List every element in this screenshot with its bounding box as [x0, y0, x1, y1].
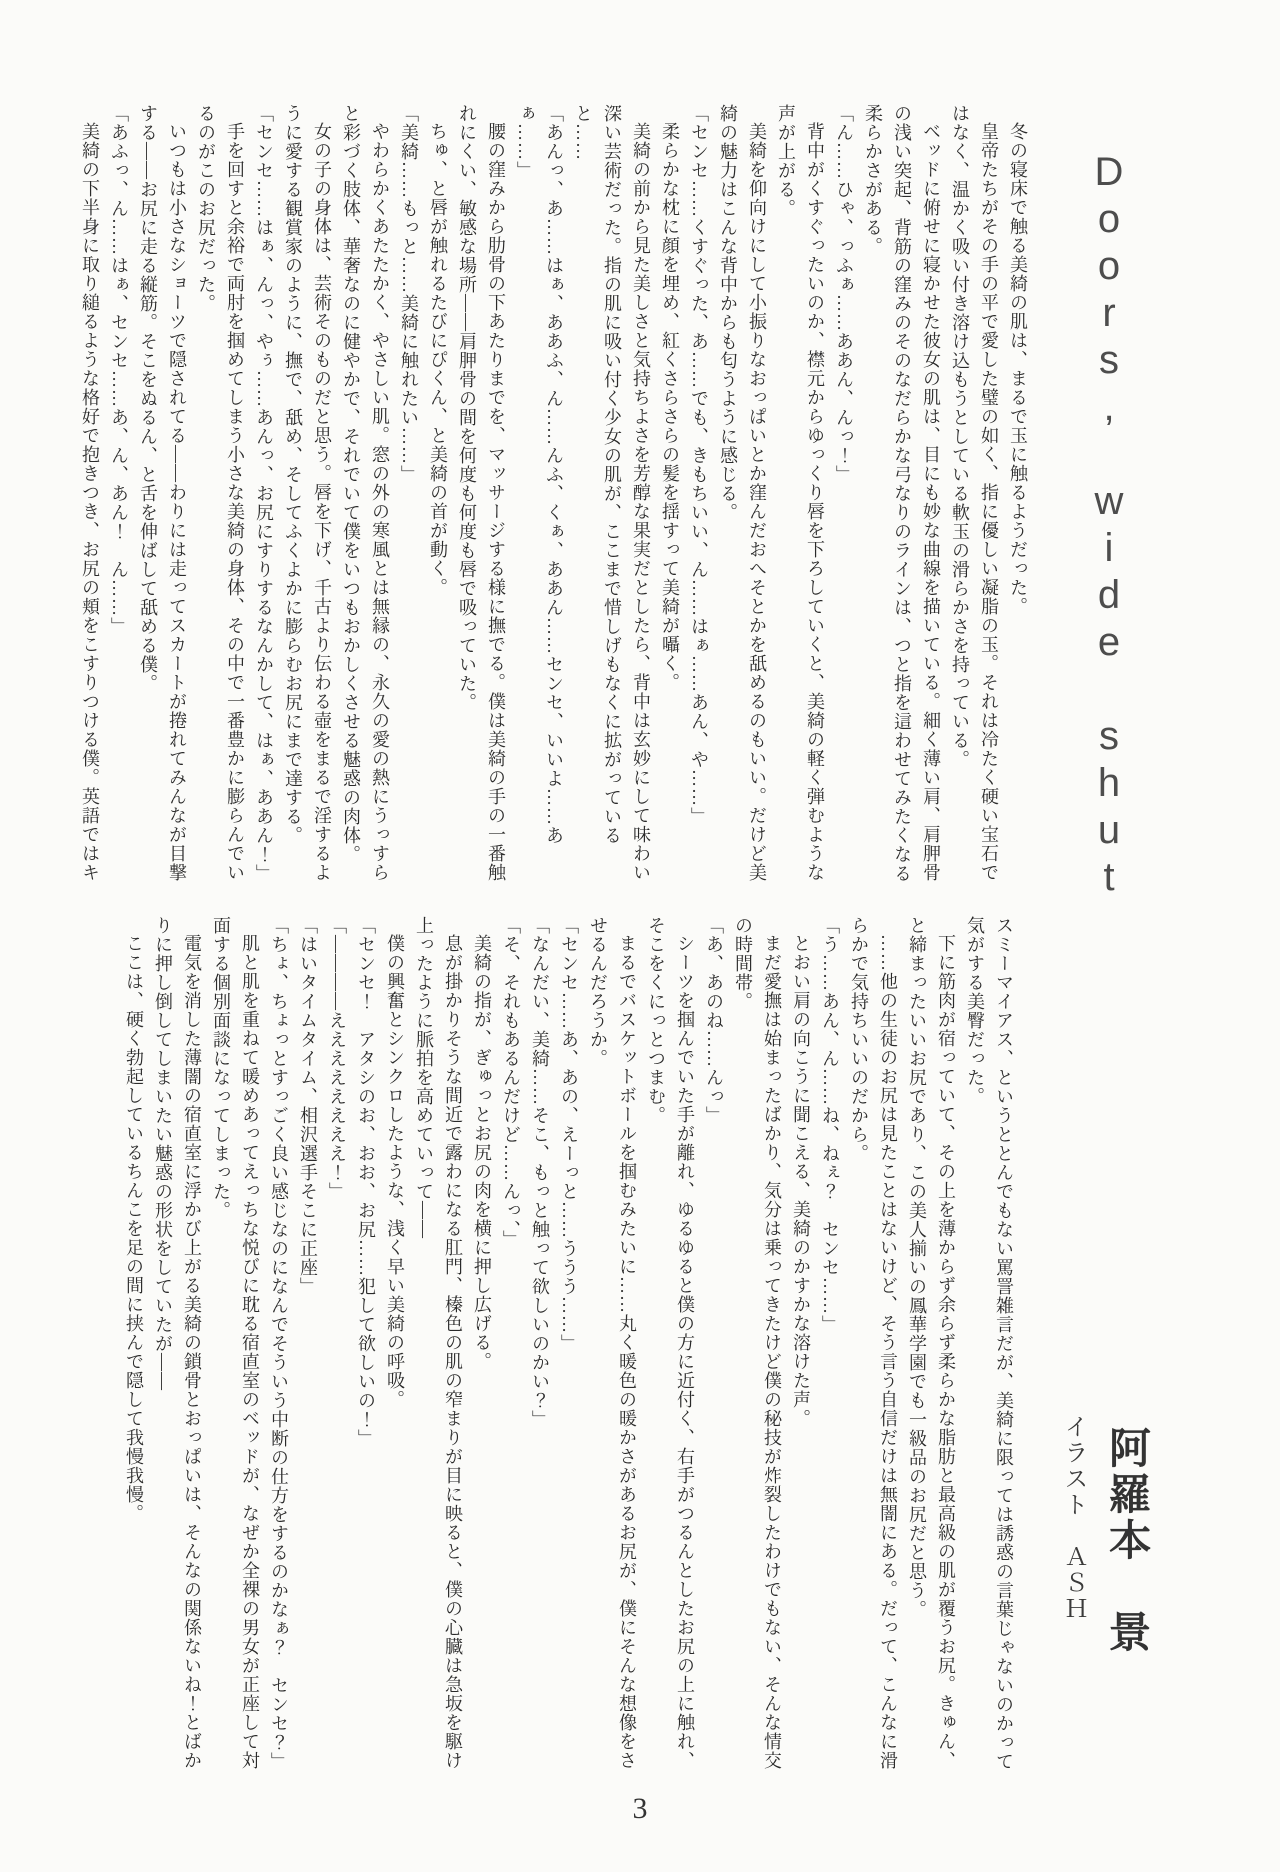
author-name: 阿羅本 景	[1103, 1426, 1149, 1656]
story-paragraph: 「美綺……もっと……美綺に触れたい……」	[399, 104, 419, 484]
story-paragraph: ……他の生徒のお尻は見たことはないけど、そう言う自信だけは無闇にある。だって、こんなに滑らかで気持ちいいのだから。	[849, 916, 898, 1770]
story-paragraph: 手を回すと余裕で両肘を掴めてしまう小さな美綺の身体、その中で一番豊かに膨らんでいるのがこのお尻だった。	[196, 104, 245, 882]
story-paragraph: 「あふっ、ん……はぁ、センセ……あ、ん、あん！ ん……」	[109, 104, 129, 636]
story-paragraph: 美綺の下半身に取り縋るような格好で抱きつき、お尻の頬をこすりつける僕。英語ではキ	[80, 122, 100, 882]
story-paragraph: 肌と肌を重ねて暖めあってえっちな悦びに耽る宿直室のベッドが、なぜか全裸の男女が正座して対面する個別面談になってしまった。	[211, 916, 260, 1770]
story-paragraph: 電気を消した薄闇の宿直室に浮かび上がる美綺の鎖骨とおっぱいは、そんなの関係ないね！とばかりに押し倒してしまいたい魅惑の形状をしていたが――	[153, 916, 202, 1770]
story-text-bottom-block	[52, 916, 1018, 1776]
story-paragraph: 「なんだい、美綺……そこ、もっと触って欲しいのかい？」	[530, 916, 550, 1429]
story-paragraph: 「あんっ、あ……はぁ、ああふ、ん……んふ、くぁ、ああん……センセ、いいよ……あぁ……」	[515, 104, 564, 845]
story-paragraph: 「センセ……はぁ、んっ、やぅ……あんっ、お尻にすりするなんかして、はぁ、ああん！」	[254, 104, 274, 883]
story-paragraph: 「ちょ、ちょっとすっごく良い感じなのになんでそういう中断の仕方をするのかなぁ？ センセ？」	[269, 916, 289, 1771]
story-paragraph: 背中がくすぐったいのか、襟元からゆっくり唇を下ろしていくと、美綺の軽く弾むような声が上がる。	[776, 104, 825, 882]
story-paragraph: 腰の窪みから肋骨の下あたりまでを、マッサージする様に撫でる。僕は美綺の手の一番触れにくい、敏感な場所――肩胛骨の間を何度も何度も唇で吸っていた。	[457, 104, 506, 882]
story-title-vertical: Doors, wide shut	[1087, 150, 1131, 902]
page-number: 3	[632, 1792, 648, 1825]
story-paragraph: 女の子の身体は、芸術そのものだと思う。唇を下げ、千古より伝わる壺をまるで淫するように愛する観賞家のように、撫で、舐め、そしてふくよかに膨らむお尻にまで達する。	[283, 104, 332, 882]
story-paragraph: 「あ、あのね……んっ」	[704, 916, 724, 1125]
story-paragraph: ここは、硬く勃起しているちんこを足の間に挟んで隠して我慢我慢。	[124, 934, 144, 1523]
story-paragraph: 息が掛かりそうな間近で露わになる肛門、榛色の肌の窄まりが目に映ると、僕の心臓は急坂を駆け上ったように脈拍を高めていって――	[414, 916, 463, 1770]
story-paragraph: 「う……あん、ん……ね、ねぇ？ センセ……」	[820, 916, 840, 1334]
story-paragraph: いつもは小さなショーツで隠されてる――わりには走ってスカートが捲れてみんなが目撃する――お尻に走る縦筋。そこをぬるん、と舌を伸ばして舐める僕。	[138, 104, 187, 882]
story-paragraph: スミーマイアス、というととんでもない罵詈雑言だが、美綺に限っては誘惑の言葉じゃないのかって気がする美臀だった。	[965, 916, 1014, 1771]
story-paragraph: 美綺を仰向けにして小振りなおっぱいとか窪んだおへそとかを舐めるのもいい。だけど美綺の魅力はこんな背中からも匂うように感じる。	[718, 104, 767, 882]
story-paragraph: ベッドに俯せに寝かせた彼女の肌は、目にも妙な曲線を描いている。細く薄い肩、肩胛骨の浅い突起、背筋の窪みのそのなだらかな弓なりのラインは、つと指を這わせてみたくなる柔らかさがある。	[863, 104, 941, 883]
story-paragraph: まるでバスケットボールを掴むみたいに……丸く暖色の暖かさがあるお尻が、僕にそんな想像をさせるんだろうか。	[588, 916, 637, 1770]
story-paragraph: ちゅ、と唇が触れるたびにぴくん、と美綺の首が動く。	[428, 122, 448, 597]
story-paragraph: 「センセ……くすぐった、あ……でも、きもちいい、ん……はぁ……あん、や……」	[689, 104, 709, 826]
story-paragraph: 「センセ……あ、あの、えーっと……ううう……」	[559, 916, 579, 1353]
story-paragraph: やわらかくあたたかく、やさしい肌。窓の外の寒風とは無縁の、永久の愛の熱にうっすらと彩づく肢体、華奢なのに健やかで、それでいて僕をいつもおかしくさせる魅惑の肉体。	[341, 104, 390, 882]
story-text-top-block	[72, 104, 1032, 886]
story-paragraph: 柔らかな枕に顔を埋め、紅くさらさらの髪を揺すって美綺が囁く。	[660, 122, 680, 692]
story-paragraph: シーツを掴んでいた手が離れ、ゆるゆると僕の方に近付く、右手がつるんとしたお尻の上に触れ、そこをくにっとつまむ。	[646, 916, 695, 1770]
story-paragraph: 下に筋肉が宿っていて、その上を薄からず余らず柔らかな脂肪と最高級の肌が覆うお尻。きゅん、と締まったいいお尻であり、この美人揃いの鳳華学園でも一級品のお尻だと思う。	[907, 916, 956, 1770]
story-paragraph: 「そ、それもあるんだけど……んっ、」	[501, 916, 521, 1249]
story-paragraph: 「はいタイムタイム、相沢選手そこに正座」	[298, 916, 318, 1296]
story-paragraph: 「――――ええええええええ！」	[327, 916, 347, 1201]
story-paragraph: 美綺の指が、ぎゅっとお尻の肉を横に押し広げる。	[472, 934, 492, 1371]
story-paragraph: とおい肩の向こうに聞こえる、美綺のかすかな溶けた声。	[791, 934, 811, 1428]
story-paragraph: 皇帝たちがその手の平で愛した璧の如く、指に優しい凝脂の玉。それは冷たく硬い宝石ではなく、温かく吸い付き溶け込もうとしている軟玉の滑らかさを持っている。	[950, 104, 999, 882]
story-paragraph: 「ん……ひゃ、っふぁ……ああん、んっ！」	[834, 104, 854, 484]
story-paragraph: まだ愛撫は始まったばかり、気分は乗ってきたけど僕の秘技が炸裂したわけでもない、そんな情交の時間帯。	[733, 916, 782, 1770]
story-paragraph: 美綺の前から見た美しさと気持ちよさを芳醇な果実だとしたら、背中は玄妙にして味わい深い芸術だった。指の肌に吸い付く少女の肌が、ここまで惜しげもなくに拡がっていると……	[573, 104, 651, 882]
story-paragraph: 「センセ！ アタシのお、おお、お尻……犯して欲しいの！」	[356, 916, 376, 1448]
story-paragraph: 冬の寝床で触る美綺の肌は、まるで玉に触るようだった。	[1008, 122, 1028, 616]
illustrator-credit: イラスト ＡＳＨ	[1060, 1414, 1086, 1622]
story-paragraph: 僕の興奮とシンクロしたような、浅く早い美綺の呼吸。	[385, 934, 405, 1409]
